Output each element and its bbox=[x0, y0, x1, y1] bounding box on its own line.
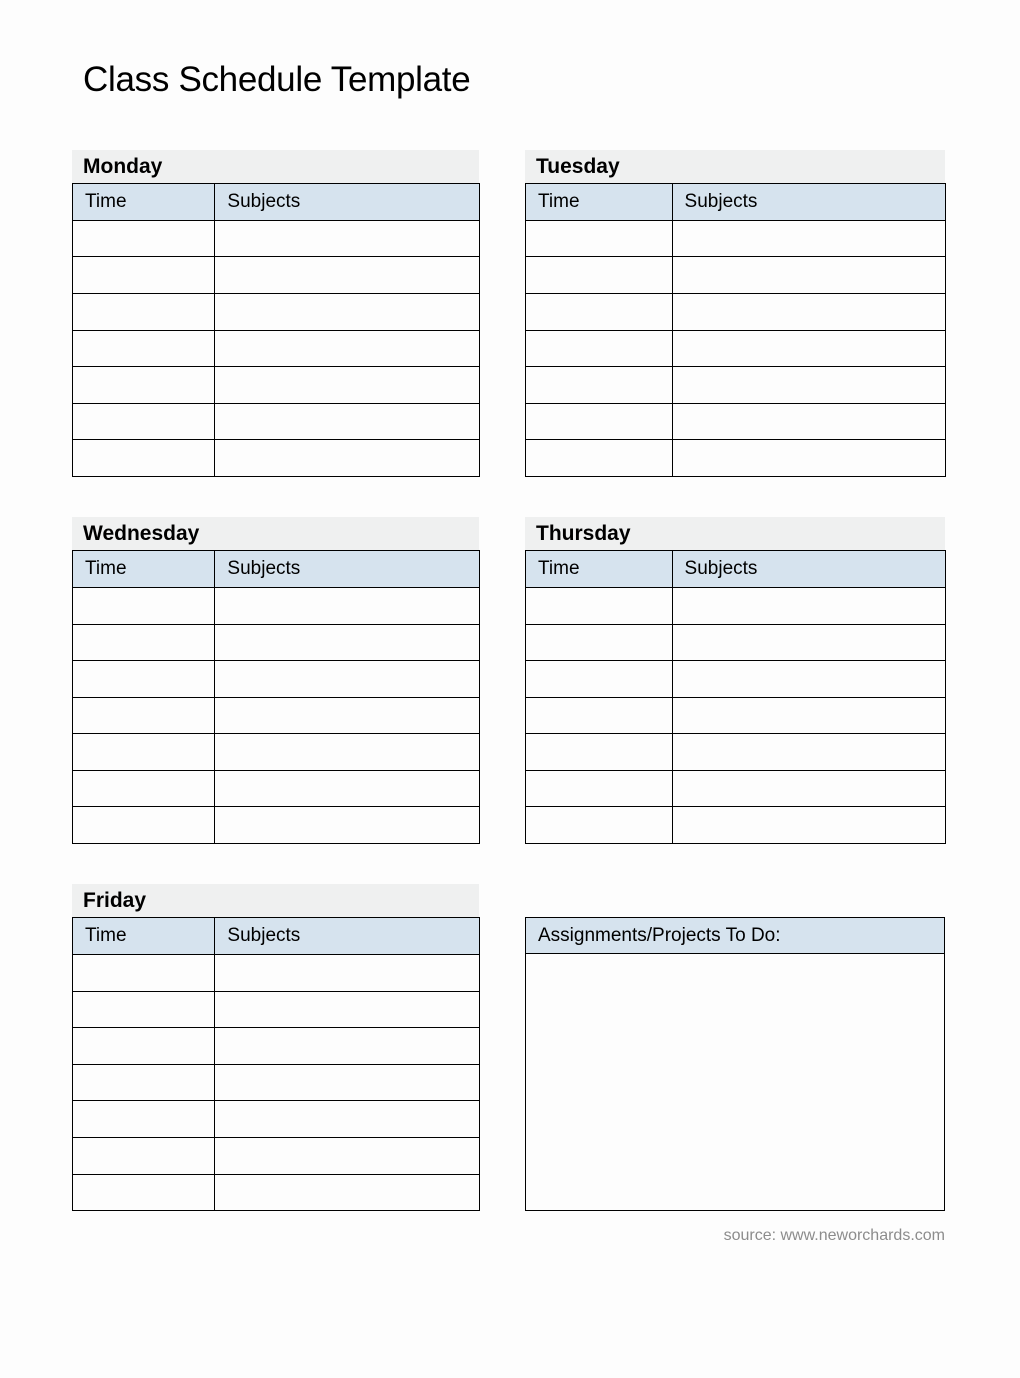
subject-cell[interactable] bbox=[672, 661, 945, 698]
schedule-row bbox=[526, 697, 946, 734]
time-column-header: Time bbox=[526, 183, 673, 220]
wednesday-schedule-table bbox=[72, 550, 480, 844]
schedule-row bbox=[526, 293, 946, 330]
time-cell[interactable] bbox=[526, 367, 673, 404]
subjects-column-header: Subjects bbox=[672, 550, 945, 587]
schedule-row bbox=[526, 257, 946, 294]
time-cell[interactable] bbox=[73, 807, 215, 844]
subject-cell[interactable] bbox=[215, 1101, 480, 1138]
schedule-rows bbox=[526, 220, 946, 476]
time-cell[interactable] bbox=[73, 624, 215, 661]
day-label-wednesday: Wednesday bbox=[72, 517, 479, 550]
schedule-rows bbox=[73, 220, 480, 476]
day-section-tuesday bbox=[525, 150, 945, 477]
schedule-row-2 bbox=[72, 517, 945, 844]
time-cell[interactable] bbox=[73, 1174, 215, 1211]
time-cell[interactable] bbox=[73, 661, 215, 698]
subject-cell[interactable] bbox=[672, 220, 945, 257]
schedule-row bbox=[73, 624, 480, 661]
schedule-row bbox=[73, 1101, 480, 1138]
schedule-row bbox=[73, 770, 480, 807]
schedule-row bbox=[73, 257, 480, 294]
time-cell[interactable] bbox=[73, 587, 215, 624]
subject-cell[interactable] bbox=[672, 367, 945, 404]
subject-cell[interactable] bbox=[215, 220, 480, 257]
time-cell[interactable] bbox=[73, 293, 215, 330]
subject-cell[interactable] bbox=[672, 257, 945, 294]
column-header-row bbox=[73, 918, 480, 955]
subject-cell[interactable] bbox=[672, 293, 945, 330]
subject-cell[interactable] bbox=[215, 403, 480, 440]
day-label-thursday: Thursday bbox=[525, 517, 945, 550]
schedule-row bbox=[73, 697, 480, 734]
subject-cell[interactable] bbox=[672, 440, 945, 477]
schedule-row bbox=[73, 220, 480, 257]
source-credit: source: www.neworchards.com bbox=[723, 1227, 945, 1245]
subject-cell[interactable] bbox=[215, 991, 480, 1028]
schedule-rows bbox=[526, 587, 946, 843]
friday-schedule-table bbox=[72, 917, 480, 1211]
monday-schedule-table bbox=[72, 183, 480, 477]
subject-cell[interactable] bbox=[672, 624, 945, 661]
subject-cell[interactable] bbox=[215, 624, 480, 661]
subject-cell[interactable] bbox=[215, 367, 480, 404]
subject-cell[interactable] bbox=[672, 807, 945, 844]
time-cell[interactable] bbox=[526, 807, 673, 844]
tuesday-schedule-table bbox=[525, 183, 946, 477]
time-cell[interactable] bbox=[73, 403, 215, 440]
subjects-column-header: Subjects bbox=[215, 183, 480, 220]
day-section-thursday bbox=[525, 517, 945, 844]
day-label-monday: Monday bbox=[72, 150, 479, 183]
time-cell[interactable] bbox=[73, 1064, 215, 1101]
schedule-row bbox=[73, 403, 480, 440]
subject-cell[interactable] bbox=[215, 293, 480, 330]
schedule-row bbox=[526, 403, 946, 440]
time-cell[interactable] bbox=[526, 330, 673, 367]
schedule-row bbox=[526, 661, 946, 698]
subject-cell[interactable] bbox=[672, 403, 945, 440]
time-cell[interactable] bbox=[73, 697, 215, 734]
subject-cell[interactable] bbox=[215, 330, 480, 367]
subject-cell[interactable] bbox=[215, 440, 480, 477]
schedule-row-3 bbox=[72, 884, 945, 1211]
schedule-row bbox=[73, 734, 480, 771]
page-title: Class Schedule Template bbox=[83, 60, 471, 99]
schedule-row bbox=[73, 1028, 480, 1065]
subjects-column-header: Subjects bbox=[215, 550, 480, 587]
subject-cell[interactable] bbox=[672, 587, 945, 624]
schedule-row bbox=[73, 367, 480, 404]
schedule-row bbox=[73, 440, 480, 477]
schedule-row bbox=[526, 367, 946, 404]
column-header-row bbox=[526, 550, 946, 587]
time-cell[interactable] bbox=[526, 220, 673, 257]
time-column-header: Time bbox=[73, 550, 215, 587]
time-cell[interactable] bbox=[73, 991, 215, 1028]
subject-cell[interactable] bbox=[672, 697, 945, 734]
subject-cell[interactable] bbox=[672, 734, 945, 771]
schedule-row bbox=[73, 991, 480, 1028]
day-label-friday: Friday bbox=[72, 884, 479, 917]
column-header-row bbox=[526, 183, 946, 220]
subject-cell[interactable] bbox=[215, 661, 480, 698]
subject-cell[interactable] bbox=[215, 257, 480, 294]
thursday-schedule-table bbox=[525, 550, 946, 844]
schedule-rows bbox=[73, 587, 480, 843]
schedule-row bbox=[73, 1138, 480, 1175]
time-cell[interactable] bbox=[526, 293, 673, 330]
day-section-monday bbox=[72, 150, 479, 477]
time-cell[interactable] bbox=[526, 734, 673, 771]
schedule-row bbox=[526, 624, 946, 661]
subject-cell[interactable] bbox=[215, 807, 480, 844]
time-cell[interactable] bbox=[526, 587, 673, 624]
time-cell[interactable] bbox=[73, 1101, 215, 1138]
schedule-row bbox=[526, 734, 946, 771]
time-column-header: Time bbox=[73, 918, 215, 955]
time-cell[interactable] bbox=[526, 697, 673, 734]
time-cell[interactable] bbox=[526, 624, 673, 661]
subject-cell[interactable] bbox=[672, 770, 945, 807]
subject-cell[interactable] bbox=[215, 1138, 480, 1175]
time-column-header: Time bbox=[73, 183, 215, 220]
subject-cell[interactable] bbox=[215, 697, 480, 734]
assignments-header: Assignments/Projects To Do: bbox=[525, 917, 945, 954]
day-section-friday bbox=[72, 884, 479, 1211]
schedule-row bbox=[73, 330, 480, 367]
time-cell[interactable] bbox=[526, 770, 673, 807]
time-cell[interactable] bbox=[73, 330, 215, 367]
schedule-row bbox=[73, 955, 480, 992]
schedule-row bbox=[526, 807, 946, 844]
time-column-header: Time bbox=[526, 550, 673, 587]
time-cell[interactable] bbox=[73, 955, 215, 992]
time-cell[interactable] bbox=[73, 367, 215, 404]
time-cell[interactable] bbox=[526, 440, 673, 477]
schedule-row bbox=[73, 661, 480, 698]
subject-cell[interactable] bbox=[215, 587, 480, 624]
time-cell[interactable] bbox=[73, 220, 215, 257]
time-cell[interactable] bbox=[73, 1138, 215, 1175]
assignments-panel bbox=[525, 917, 945, 1211]
schedule-row bbox=[526, 440, 946, 477]
schedule-row-1 bbox=[72, 150, 945, 477]
schedule-row bbox=[526, 770, 946, 807]
assignments-notes-area[interactable] bbox=[525, 954, 945, 1211]
time-cell[interactable] bbox=[73, 1028, 215, 1065]
subject-cell[interactable] bbox=[215, 1174, 480, 1211]
column-header-row bbox=[73, 183, 480, 220]
subject-cell[interactable] bbox=[215, 955, 480, 992]
time-cell[interactable] bbox=[73, 734, 215, 771]
schedule-rows bbox=[73, 955, 480, 1211]
schedule-row bbox=[526, 587, 946, 624]
subjects-column-header: Subjects bbox=[672, 183, 945, 220]
time-cell[interactable] bbox=[73, 440, 215, 477]
time-cell[interactable] bbox=[73, 770, 215, 807]
time-cell[interactable] bbox=[526, 403, 673, 440]
schedule-row bbox=[73, 293, 480, 330]
schedule-row bbox=[73, 1174, 480, 1211]
subject-cell[interactable] bbox=[215, 734, 480, 771]
column-header-row bbox=[73, 550, 480, 587]
time-cell[interactable] bbox=[526, 257, 673, 294]
subject-cell[interactable] bbox=[215, 770, 480, 807]
schedule-row bbox=[73, 807, 480, 844]
schedule-row bbox=[526, 220, 946, 257]
time-cell[interactable] bbox=[73, 257, 215, 294]
subjects-column-header: Subjects bbox=[215, 918, 480, 955]
schedule-row bbox=[526, 330, 946, 367]
time-cell[interactable] bbox=[526, 661, 673, 698]
schedule-row bbox=[73, 1064, 480, 1101]
subject-cell[interactable] bbox=[672, 330, 945, 367]
day-section-wednesday bbox=[72, 517, 479, 844]
day-label-tuesday: Tuesday bbox=[525, 150, 945, 183]
schedule-row bbox=[73, 587, 480, 624]
subject-cell[interactable] bbox=[215, 1028, 480, 1065]
subject-cell[interactable] bbox=[215, 1064, 480, 1101]
